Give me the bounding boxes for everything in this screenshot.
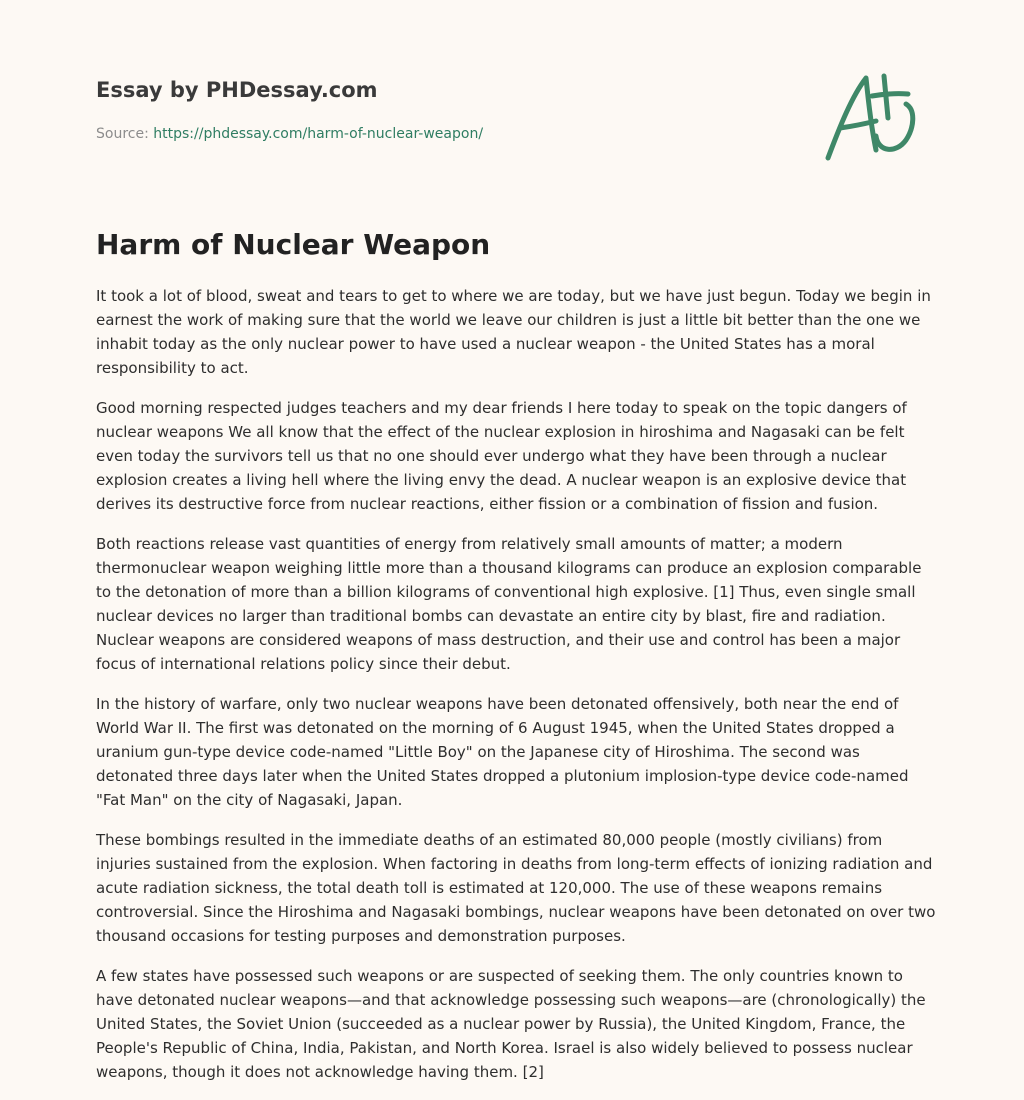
essay-paragraph: Good morning respected judges teachers and my dear friends I here today to speak on the topic dangers of nuclear weapons We all know that the effect of the nuclear explosion in hiroshima and Nagasaki can be felt even today the survivors tell us that no one should ever undergo what they have been through a nuclear explosion creates a living hell where the living envy the dead. A nuclear weapon is an explosive device that derives its destructive force from nuclear reactions, either fission or a combination of fission and fusion. (96, 399, 907, 513)
a-plus-logo-icon (820, 66, 930, 166)
source-link[interactable]: https://phdessay.com/harm-of-nuclear-weapon/ (153, 126, 484, 142)
page-header (96, 76, 796, 144)
essay-title: Harm of Nuclear Weapon (96, 228, 491, 261)
essay-paragraph: Both reactions release vast quantities of energy from relatively small amounts of matter; a modern thermonuclear weapon weighing little more than a thousand kilograms can produce an explosion comparable to the detonation of more than a billion kilograms of conventional high explosive. [1] Thus, even single small nuclear devices no larger than traditional bombs can devastate an entire city by blast, fire and radiation. Nuclear weapons are considered weapons of mass destruction, and their use and control has been a major focus of international relations policy since their debut. (96, 535, 922, 673)
essay-paragraph: In the history of warfare, only two nuclear weapons have been detonated offensively, both near the end of World War II. The first was detonated on the morning of 6 August 1945, when the United States dropped a uranium gun-type device code-named "Little Boy" on the Japanese city of Hiroshima. The second was detonated three days later when the United States dropped a plutonium implosion-type device code-named "Fat Man" on the city of Nagasaki, Japan. (96, 695, 909, 809)
source-line (96, 124, 796, 144)
essay-paragraph: It took a lot of blood, sweat and tears to get to where we are today, but we have just begun. Today we begin in earnest the work of making sure that the world we leave our children is just a little bit better than the one we inhabit today as the only nuclear power to have used a nuclear weapon - the United States has a moral responsibility to act. (96, 287, 931, 377)
site-title: Essay by PHDessay.com (96, 78, 378, 102)
essay-paragraph: A few states have possessed such weapons or are suspected of seeking them. The only countries known to have detonated nuclear weapons—and that acknowledge possessing such weapons—are (chronologically) the United States, the Soviet Union (succeeded as a nuclear power by Russia), the United Kingdom, France, the People's Republic of China, India, Pakistan, and North Korea. Israel is also widely believed to possess nuclear weapons, though it does not acknowledge having them. [2] (96, 967, 926, 1081)
essay-body (96, 284, 936, 1100)
source-label: Source: (96, 126, 149, 142)
essay-paragraph: These bombings resulted in the immediate deaths of an estimated 80,000 people (mostly civilians) from injuries sustained from the explosion. When factoring in deaths from long-term effects of ionizing radiation and acute radiation sickness, the total death toll is estimated at 120,000. The use of these weapons remains controversial. Since the Hiroshima and Nagasaki bombings, nuclear weapons have been detonated on over two thousand occasions for testing purposes and demonstration purposes. (96, 831, 936, 945)
